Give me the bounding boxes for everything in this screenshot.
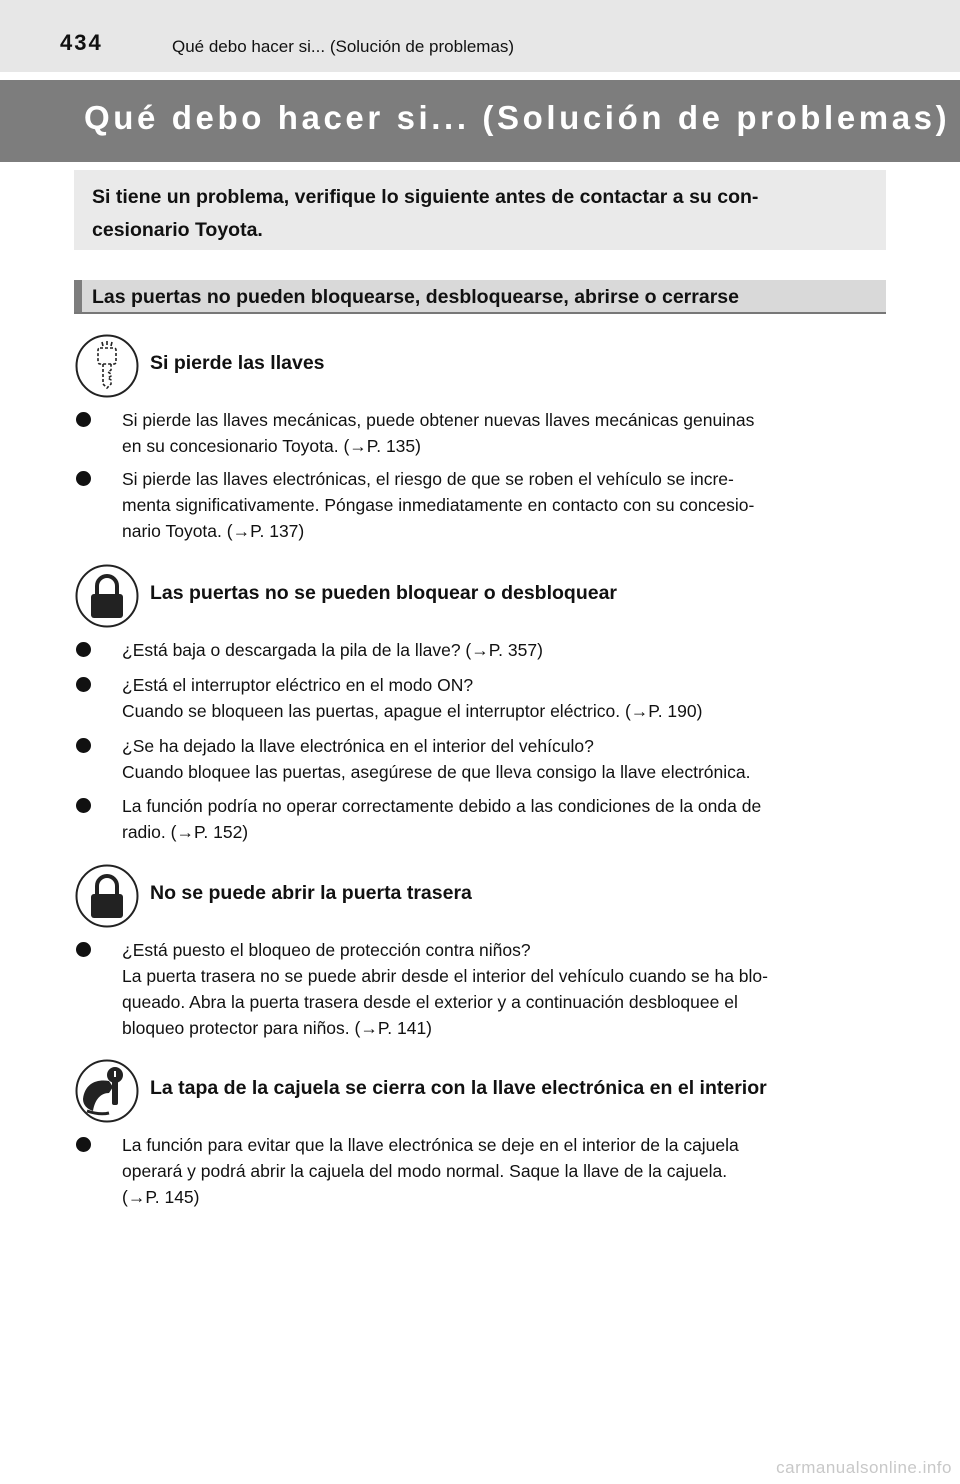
- list-item: [76, 793, 880, 845]
- text-line: Cuando bloquee las puertas, asegúrese de que lleva consigo la llave electrónica.: [122, 762, 751, 782]
- list-item: [76, 637, 880, 663]
- bullet-dot: [76, 471, 91, 486]
- page-title: Qué debo hacer si... (Solución de problemas): [84, 99, 951, 136]
- subsection-title-doors-lock: Las puertas no se pueden bloquear o desbloquear: [150, 582, 618, 604]
- page-number: 434: [60, 30, 103, 55]
- text-line: bloqueo protector para niños. (→P. 141): [122, 1018, 433, 1038]
- text-line: Si pierde las llaves mecánicas, puede obtener nuevas llaves mecánicas genuinas: [122, 410, 755, 430]
- key-icon: [75, 334, 139, 398]
- text-line: La función podría no operar correctamente debido a las condiciones de la onda de: [122, 796, 762, 816]
- text-line: La puerta trasera no se puede abrir desde el interior del vehículo cuando se ha blo-: [122, 966, 768, 986]
- lock-icon: [75, 564, 139, 628]
- trunk-key-icon: [75, 1059, 139, 1123]
- text-line: ¿Está el interruptor eléctrico en el modo ON?: [122, 675, 474, 695]
- text-line: operará y podrá abrir la cajuela del modo normal. Saque la llave de la cajuela.: [122, 1161, 728, 1181]
- section-heading: [74, 280, 886, 314]
- lock-icon: [75, 864, 139, 928]
- intro-line-2: cesionario Toyota.: [92, 219, 263, 241]
- bullet-dot: [76, 942, 91, 957]
- bullet-dot: [76, 642, 91, 657]
- list-item: [76, 466, 880, 544]
- bullet-dot: [76, 738, 91, 753]
- list-item: [76, 407, 880, 459]
- intro-box: [74, 170, 886, 250]
- text-line: ¿Se ha dejado la llave electrónica en el interior del vehículo?: [122, 736, 594, 756]
- subsection-title-rear-door: No se puede abrir la puerta trasera: [150, 882, 472, 904]
- text-line: queado. Abra la puerta trasera desde el exterior y a continuación desbloquee el: [122, 992, 738, 1012]
- text-line: radio. (→P. 152): [122, 822, 249, 842]
- list-item: [76, 937, 880, 1041]
- text-line: en su concesionario Toyota. (→P. 135): [122, 436, 421, 456]
- bullet-dot: [76, 412, 91, 427]
- bullet-dot: [76, 1137, 91, 1152]
- text-line: Si pierde las llaves electrónicas, el riesgo de que se roben el vehículo se incre-: [122, 469, 734, 489]
- intro-line-1: Si tiene un problema, verifique lo siguiente antes de contactar a su con-: [92, 186, 759, 208]
- bullet-dot: [76, 677, 91, 692]
- running-title: Qué debo hacer si... (Solución de problemas): [172, 37, 515, 56]
- text-line: nario Toyota. (→P. 137): [122, 521, 305, 541]
- list-item: [76, 1132, 880, 1210]
- text-line: ¿Está puesto el bloqueo de protección contra niños?: [122, 940, 531, 960]
- section-title: Las puertas no pueden bloquearse, desbloquearse, abrirse o cerrarse: [92, 286, 739, 308]
- subsection-title-trunk-lid: La tapa de la cajuela se cierra con la llave electrónica en el interior: [150, 1077, 767, 1099]
- text-line: menta significativamente. Póngase inmediatamente en contacto con su concesio-: [122, 495, 755, 515]
- text-line: Cuando se bloqueen las puertas, apague el interruptor eléctrico. (→P. 190): [122, 701, 703, 721]
- text-line: La función para evitar que la llave electrónica se deje en el interior de la cajuela: [122, 1135, 739, 1155]
- watermark: carmanualsonline.info: [776, 1458, 952, 1477]
- list-item: [76, 672, 880, 724]
- text-line: (→P. 145): [122, 1187, 200, 1207]
- list-item: [76, 733, 880, 785]
- subsection-title-lost-keys: Si pierde las llaves: [150, 352, 325, 374]
- text-line: ¿Está baja o descargada la pila de la llave? (→P. 357): [122, 640, 543, 660]
- bullet-dot: [76, 798, 91, 813]
- header-band: [0, 0, 960, 72]
